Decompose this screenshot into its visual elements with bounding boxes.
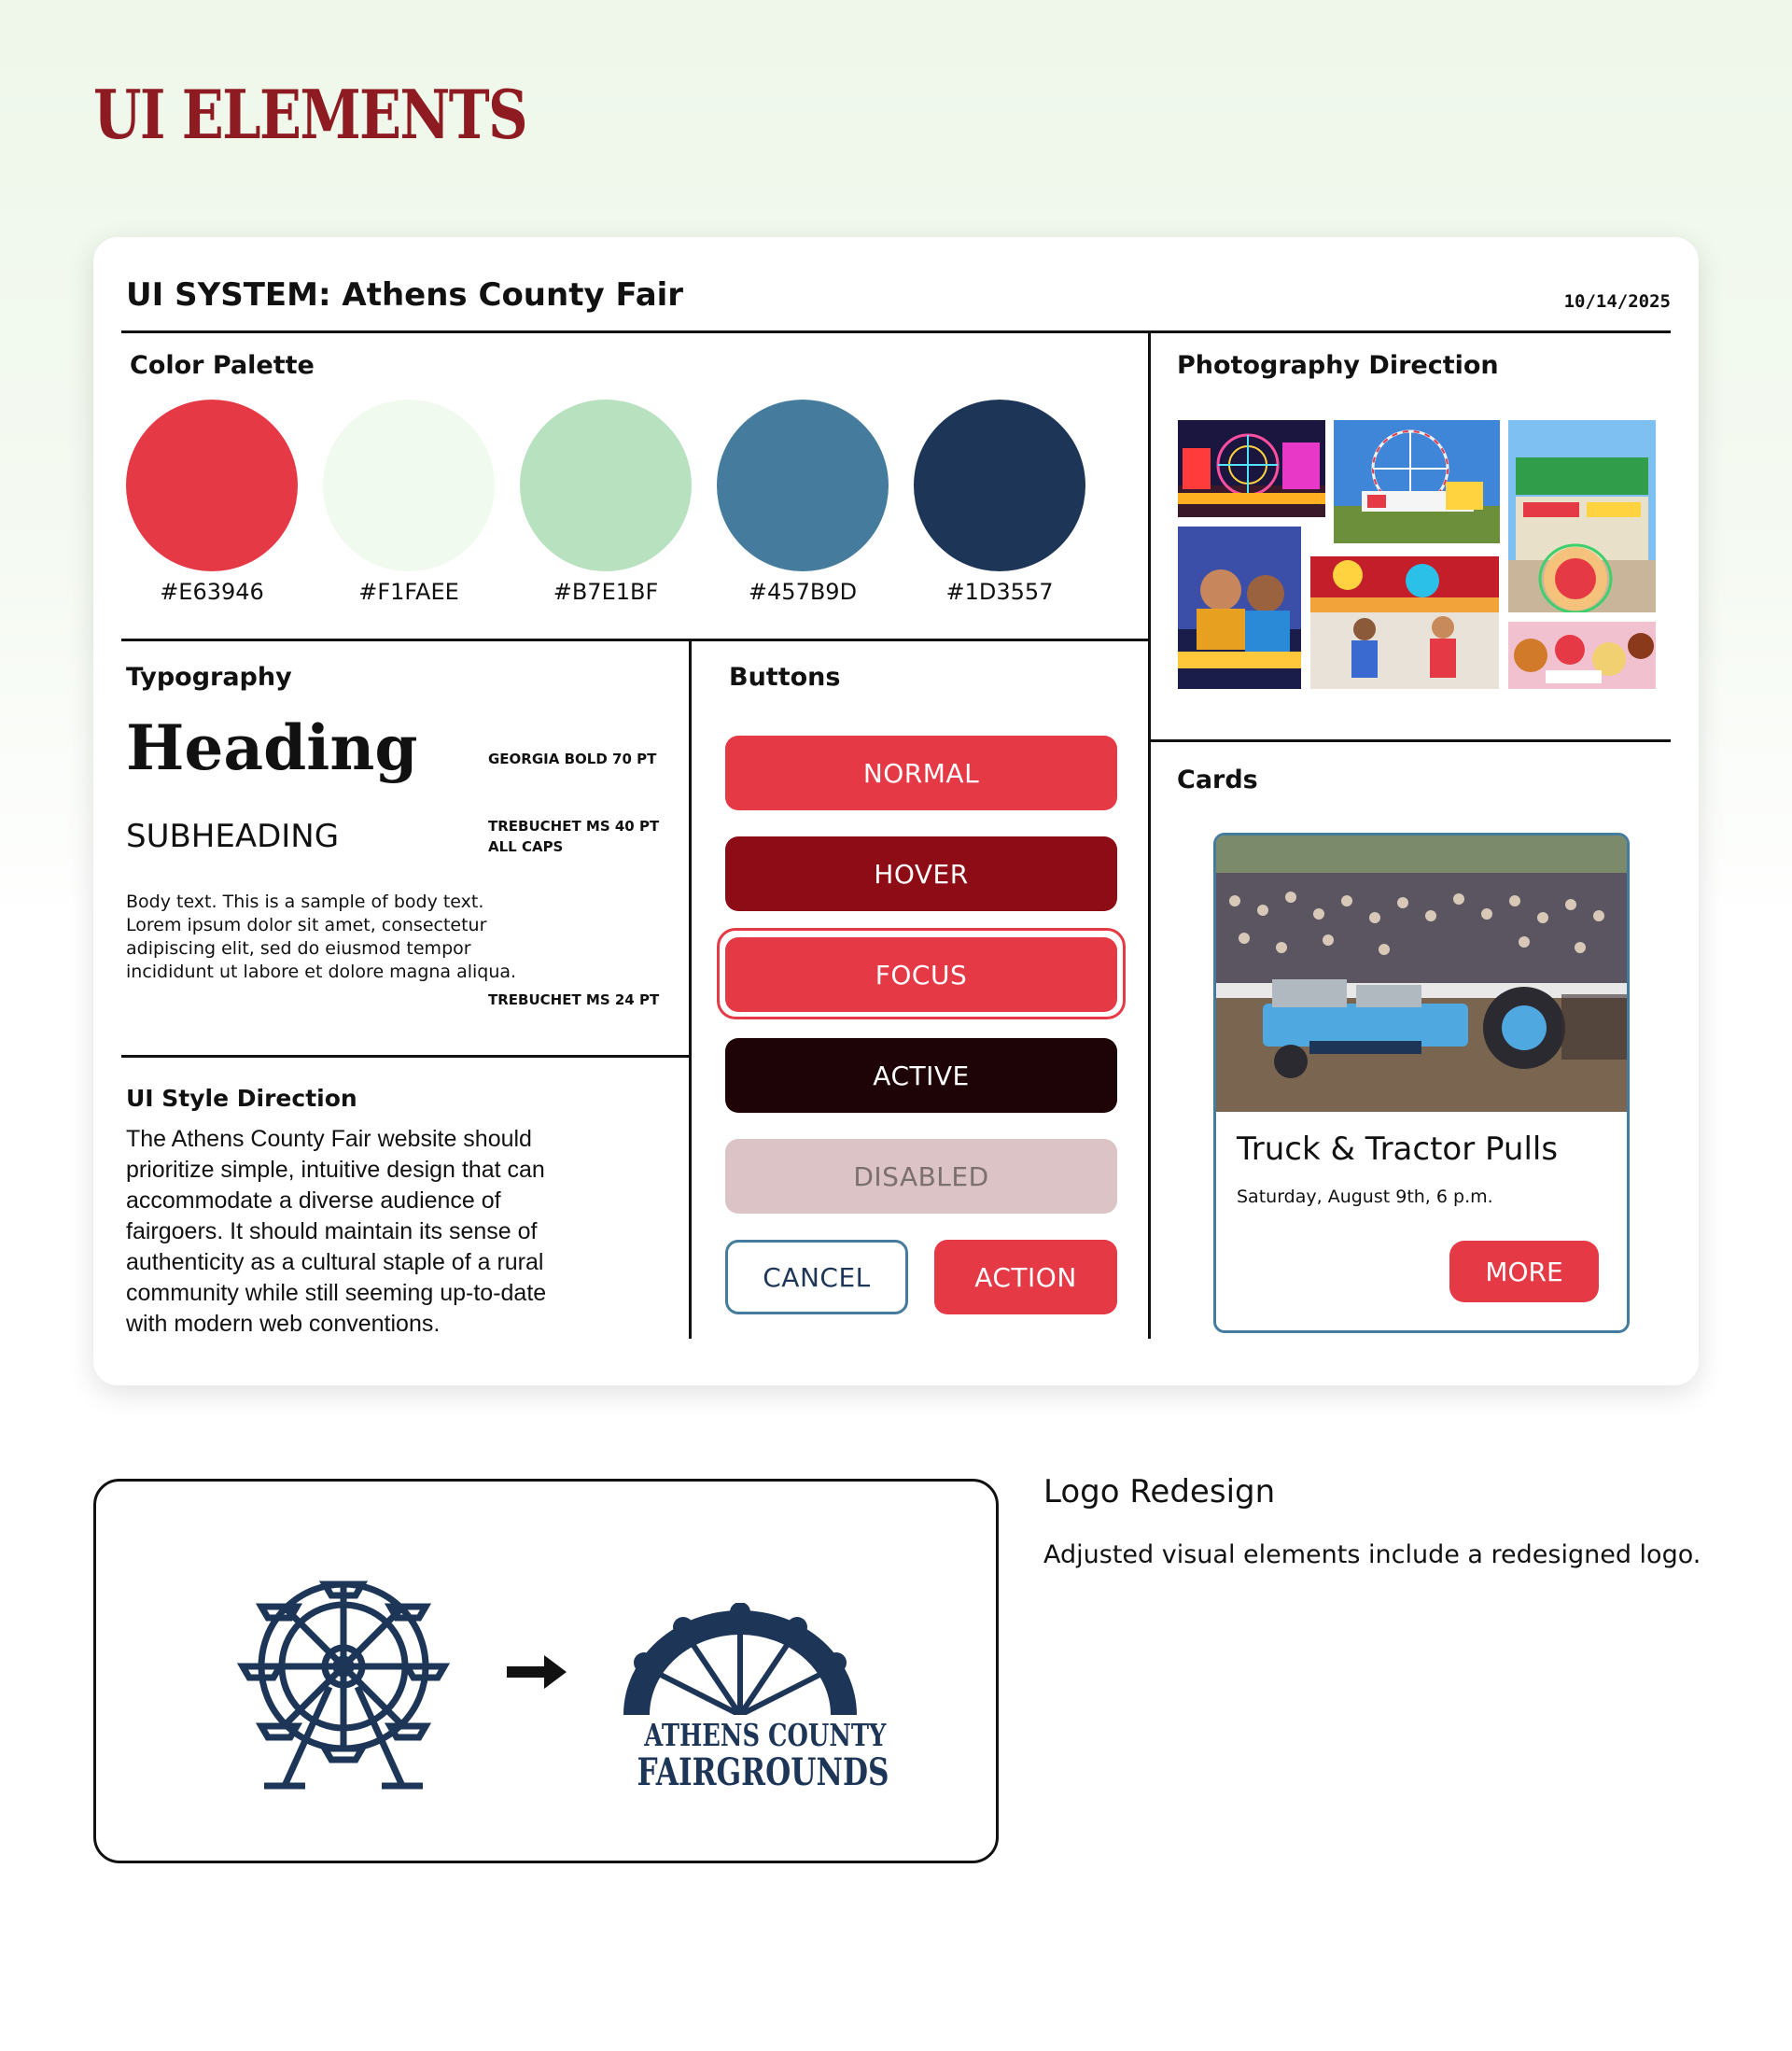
disabled-button: DISABLED [725, 1139, 1117, 1214]
event-card[interactable] [1213, 833, 1630, 1333]
swatch-steel-blue [717, 400, 889, 571]
photo-people-smiling [1178, 527, 1301, 689]
typography-divider [121, 1055, 689, 1058]
swatch-mint [520, 400, 692, 571]
style-direction-text: The Athens County Fair website should prioritize simple, intuitive design that can accommodate a diverse audience of fairgoers. It should maintain its sense of authenticity as a cultural staple of a rural community while still seeming up-to-date with modern web conventions. [126, 1126, 547, 1337]
swatch-honeydew [323, 400, 495, 571]
photo-funnel-cakes-stand [1508, 420, 1656, 612]
event-date: Saturday, August 9th, 6 p.m. [1237, 1187, 1493, 1207]
more-button[interactable]: MORE [1449, 1241, 1599, 1302]
sample-body-text: Body text. This is a sample of body text. Lorem ipsum dolor sit amet, consectetur adipiscing elit, sed do eiusmod tempor incididunt ut labore et dolore magna aliqua. [126, 892, 517, 982]
sample-subheading: SUBHEADING [126, 818, 340, 855]
hover-button[interactable]: HOVER [725, 836, 1117, 911]
photo-ferris-wheel-night [1178, 420, 1325, 517]
photography-heading: Photography Direction [1177, 351, 1499, 380]
normal-button[interactable]: NORMAL [725, 736, 1117, 810]
new-logo-ferris-wheel-icon [623, 1603, 857, 1715]
logo-wordmark-line1: ATHENS COUNTY [644, 1717, 887, 1753]
subheading-spec: TREBUCHET MS 40 PT [488, 818, 660, 835]
logo-wordmark-line2: FAIRGROUNDS [637, 1750, 889, 1794]
action-button[interactable]: ACTION [934, 1240, 1117, 1314]
swatch-label: #E63946 [160, 579, 264, 605]
old-logo-ferris-wheel-icon [236, 1556, 451, 1790]
swatch-label: #457B9D [748, 579, 858, 605]
logo-redesign-heading: Logo Redesign [1043, 1473, 1276, 1510]
sample-heading: Heading [126, 711, 418, 784]
cancel-button[interactable]: CANCEL [725, 1240, 908, 1314]
body-spec: TREBUCHET MS 24 PT [488, 991, 660, 1008]
subheading-spec-caps: ALL CAPS [488, 838, 564, 855]
style-direction-heading: UI Style Direction [126, 1085, 357, 1112]
typography-heading: Typography [126, 663, 292, 692]
swatch-navy [914, 400, 1085, 571]
system-date: 10/14/2025 [1563, 291, 1671, 312]
column-divider-right [1148, 330, 1151, 1339]
heading-spec: GEORGIA BOLD 70 PT [488, 751, 657, 767]
event-title: Truck & Tractor Pulls [1237, 1131, 1559, 1168]
photo-fair-food [1508, 622, 1656, 689]
logo-comparison-box [93, 1479, 999, 1863]
cards-heading: Cards [1177, 766, 1258, 794]
swatch-label: #F1FAEE [358, 579, 459, 605]
active-button[interactable]: ACTIVE [725, 1038, 1117, 1113]
palette-divider [121, 639, 1148, 641]
focus-button[interactable]: FOCUS [725, 937, 1117, 1012]
column-divider-middle [689, 639, 692, 1339]
swatch-red [126, 400, 298, 571]
photography-divider [1148, 739, 1671, 742]
buttons-heading: Buttons [729, 663, 841, 692]
system-title: UI SYSTEM: Athens County Fair [126, 276, 684, 314]
header-divider [121, 330, 1671, 333]
swatch-label: #B7E1BF [553, 579, 659, 605]
arrow-right-icon [507, 1653, 567, 1691]
swatch-label: #1D3557 [945, 579, 1054, 605]
ui-system-card [93, 237, 1699, 1385]
photo-ferris-wheel-day [1334, 420, 1500, 543]
page-title: UI ELEMENTS [93, 75, 527, 154]
palette-heading: Color Palette [130, 351, 315, 380]
event-card-image [1216, 836, 1627, 1112]
photo-carnival-booth [1310, 556, 1499, 689]
logo-redesign-description: Adjusted visual elements include a redesigned logo. [1043, 1540, 1701, 1569]
